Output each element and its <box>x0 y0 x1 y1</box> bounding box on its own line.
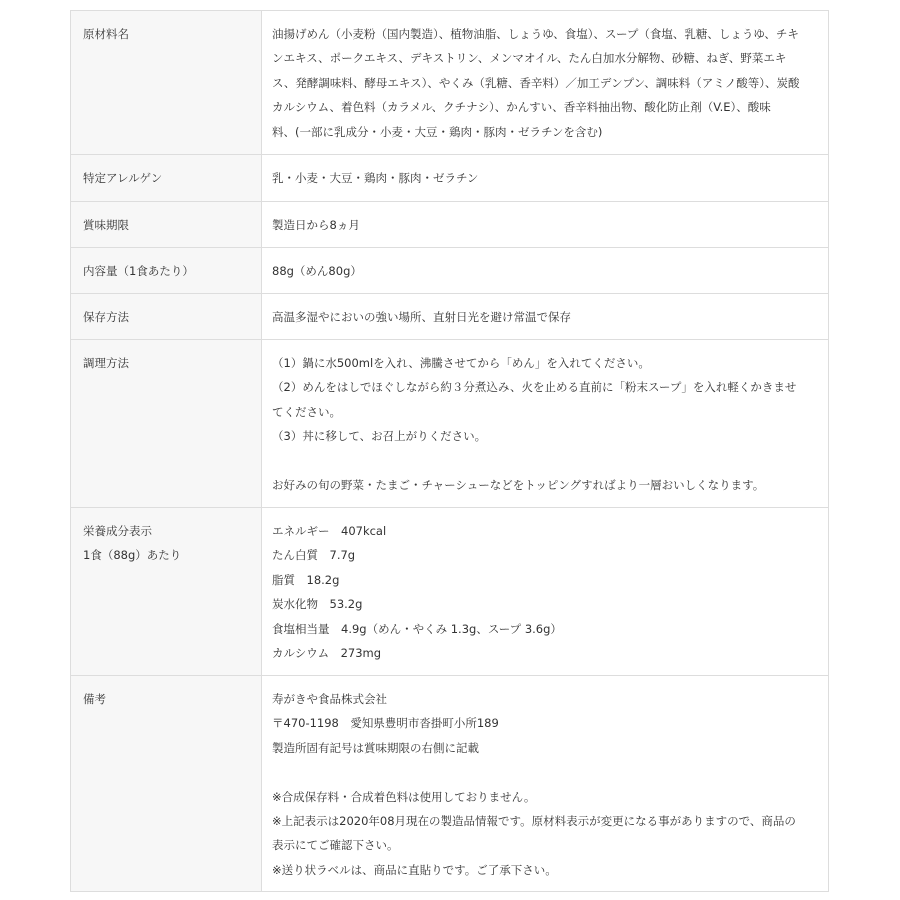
value-line: 88g（めん80g） <box>272 264 362 278</box>
label-line: 内容量（1食あたり） <box>83 264 194 278</box>
label-line: 1食（88g）あたり <box>83 548 182 563</box>
value-line: 高温多湿やにおいの強い場所、直射日光を避け常温で保存 <box>272 310 571 324</box>
value-line: （2）めんをはしでほぐしながら約３分煮込み、火を止める直前に「粉末スープ」を入れ軽くかきませ <box>272 380 797 395</box>
spec-row-net-content <box>71 248 829 294</box>
spec-table-body <box>71 11 829 892</box>
spec-label-net-content <box>71 248 262 294</box>
value-line: ※合成保存料・合成着色料は使用しておりません。 <box>272 789 536 804</box>
spec-label-storage <box>71 294 262 340</box>
value-line: ンエキス、ポークエキス、デキストリン、メンマオイル、たん白加水分解物、砂糖、ねぎ、野菜エキ <box>272 51 787 66</box>
value-line: 製造所固有記号は賞味期限の右側に記載 <box>272 740 479 755</box>
spec-value-storage <box>262 294 829 340</box>
spec-label-cooking-method <box>71 340 262 508</box>
value-line: たん白質 7.7g <box>272 548 356 563</box>
label-line: 備考 <box>83 692 106 706</box>
label-line: 原材料名 <box>83 27 129 41</box>
spec-value-cooking-method <box>262 340 829 508</box>
label-line: 調理方法 <box>83 356 129 370</box>
value-line: 脂質 18.2g <box>272 572 340 587</box>
value-line: 表示にてご確認下さい。 <box>272 838 399 853</box>
spec-row-remarks <box>71 676 829 892</box>
value-line: 炭水化物 53.2g <box>272 597 363 612</box>
value-line: てください。 <box>272 404 341 419</box>
spec-row-best-before <box>71 202 829 248</box>
spec-label-nutrition-facts <box>71 508 262 676</box>
value-line: （1）鍋に水500mlを入れ、沸騰させてから「めん」を入れてください。 <box>272 356 650 370</box>
value-line: エネルギー 407kcal <box>272 524 387 538</box>
label-line: 特定アレルゲン <box>83 171 163 185</box>
label-line: 保存方法 <box>83 310 129 324</box>
spec-label-ingredients <box>71 11 262 155</box>
value-line: カルシウム、着色料（カラメル、クチナシ）、かんすい、香辛料抽出物、酸化防止剤（V.E）、酸味 <box>272 100 771 115</box>
value-line: カルシウム 273mg <box>272 646 382 661</box>
value-line: ※送り状ラベルは、商品に直貼りです。ご了承下さい。 <box>272 862 557 877</box>
value-line: お好みの旬の野菜・たまご・チャーシューなどをトッピングすればより一層おいしくなります。 <box>272 478 765 493</box>
blank-line <box>272 449 820 473</box>
spec-value-remarks <box>262 676 829 892</box>
spec-value-best-before <box>262 202 829 248</box>
value-line: 製造日から8ヵ月 <box>272 218 360 232</box>
spec-value-ingredients <box>262 11 829 155</box>
spec-row-cooking-method <box>71 340 829 508</box>
spec-value-nutrition-facts <box>262 508 829 676</box>
spec-label-best-before <box>71 202 262 248</box>
spec-label-allergens <box>71 155 262 202</box>
value-line: 料、(一部に乳成分・小麦・大豆・鶏肉・豚肉・ゼラチンを含む) <box>272 124 603 139</box>
product-spec-table <box>70 10 829 892</box>
value-line: 寿がきや食品株式会社 <box>272 692 387 706</box>
spec-row-storage <box>71 294 829 340</box>
spec-value-net-content <box>262 248 829 294</box>
spec-row-allergens <box>71 155 829 202</box>
blank-line <box>272 760 820 784</box>
label-line: 栄養成分表示 <box>83 524 152 538</box>
value-line: 〒470-1198 愛知県豊明市沓掛町小所189 <box>272 716 499 731</box>
value-line: 油揚げめん（小麦粉（国内製造）、植物油脂、しょうゆ、食塩）、スープ（食塩、乳糖、しょうゆ、チキ <box>272 27 799 41</box>
value-line: （3）丼に移して、お召上がりください。 <box>272 429 487 444</box>
spec-row-nutrition-facts <box>71 508 829 676</box>
label-line: 賞味期限 <box>83 218 129 232</box>
spec-label-remarks <box>71 676 262 892</box>
value-line: ス、発酵調味料、酵母エキス）、やくみ（乳糖、香辛料）／加工デンプン、調味料（アミノ酸等）、炭酸 <box>272 75 800 90</box>
value-line: ※上記表示は2020年08月現在の製造品情報です。原材料表示が変更になる事がありますので、商品の <box>272 814 796 829</box>
spec-row-ingredients <box>71 11 829 155</box>
value-line: 食塩相当量 4.9g（めん・やくみ 1.3g、スープ 3.6g） <box>272 621 562 636</box>
value-line: 乳・小麦・大豆・鶏肉・豚肉・ゼラチン <box>272 171 479 185</box>
spec-value-allergens <box>262 155 829 202</box>
